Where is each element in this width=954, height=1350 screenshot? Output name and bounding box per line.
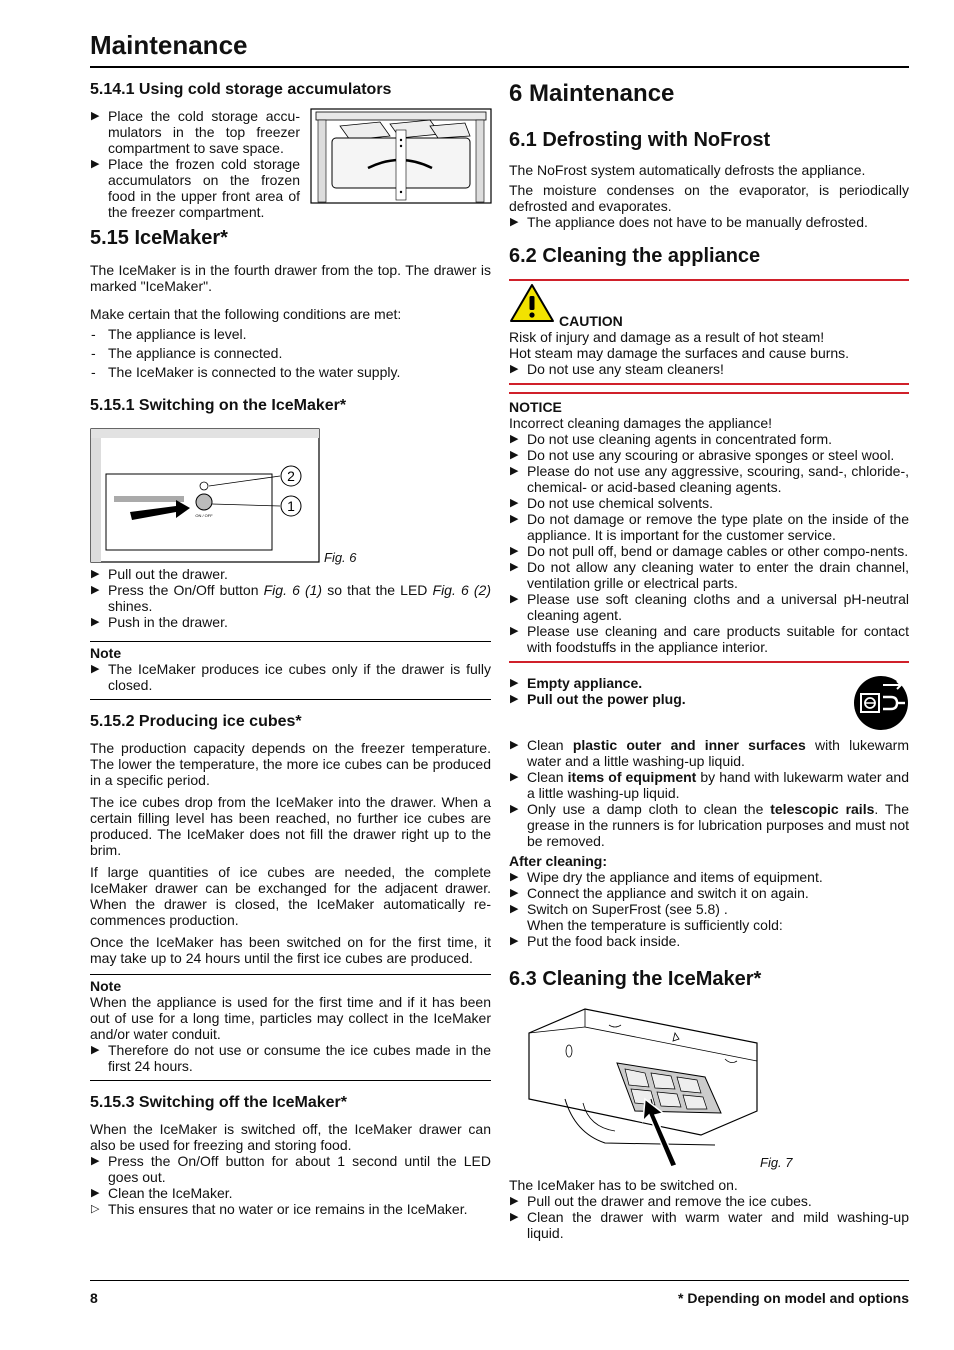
heading-6-3: 6.3 Cleaning the IceMaker*: [509, 968, 762, 990]
bullet-item: ▶ Pull out the drawer.: [90, 566, 491, 582]
right-column: [509, 80, 909, 1241]
bullet-item: ▶ Do not use any steam cleaners!: [509, 361, 909, 377]
left-column: [90, 80, 491, 1217]
heading-6-2: 6.2 Cleaning the appliance: [509, 245, 761, 267]
paragraph: When the appliance is used for the first time and if it has been out of use for a long time, particles may collect in the IceMaker and/or water conduit.: [90, 994, 491, 1042]
caution-header: [509, 283, 909, 329]
bullet-item: ▶ Press the On/Off button Fig. 6 (1) so that the LED Fig. 6 (2) shines.: [90, 582, 491, 614]
bullet-item: ▶ Clean items of equipment by hand with lukewarm water and a little washing-up liquid.: [509, 769, 909, 801]
result-item: ▷ This ensures that no water or ice remains in the IceMaker.: [90, 1201, 491, 1217]
callout-1: 1: [287, 498, 295, 514]
caution-line: Risk of injury and damage as a result of hot steam!: [509, 329, 825, 345]
on-off-button-label: ON / OFF: [195, 513, 213, 518]
note-title: Note: [90, 978, 122, 994]
dash-item: - The appliance is connected.: [90, 345, 491, 361]
bullet-item: ▶ Please use cleaning and care products suitable for contact with foodstuffs in the appliance interior.: [509, 623, 909, 655]
after-cleaning-title: After cleaning:: [509, 853, 608, 869]
dash-item: - The appliance is level.: [90, 326, 491, 342]
bullet-item: ▶ Wipe dry the appliance and items of equipment.: [509, 869, 909, 885]
bullet-item: ▶ Pull out the power plug.: [509, 691, 909, 707]
bullet-item: ▶ Clean plastic outer and inner surfaces with lukewarm water and a little washing-up liquid.: [509, 737, 909, 769]
caution-title: CAUTION: [559, 313, 623, 329]
notice-rule-top: [509, 392, 909, 394]
footer-rule: [90, 1280, 909, 1281]
paragraph: The moisture condenses on the evaporator, is periodically defrosted and evaporates.: [509, 182, 909, 214]
heading-5-14-1: 5.14.1 Using cold storage accumulators: [90, 81, 392, 98]
caution-rule-top: [509, 279, 909, 281]
paragraph: Make certain that the following conditions are met:: [90, 306, 402, 322]
heading-5-15-2: 5.15.2 Producing ice cubes*: [90, 713, 302, 730]
caution-line: Hot steam may damage the surfaces and cause burns.: [509, 345, 850, 361]
note-rule-bottom: [90, 1080, 491, 1081]
bullet-item: ▶ Do not use cleaning agents in concentrated form.: [509, 431, 909, 447]
notice-line: Incorrect cleaning damages the appliance!: [509, 415, 773, 431]
bullet-item: ▶ The IceMaker produces ice cubes only if the drawer is fully closed.: [90, 661, 491, 693]
bullet-item: ▶ Only use a damp cloth to clean the telescopic rails. The grease in the runners is for lubrication purposes and must not be removed.: [509, 801, 909, 849]
accumulator-block: [90, 108, 491, 230]
paragraph: The IceMaker has to be switched on.: [509, 1177, 738, 1193]
icemaker-unit-illustration: [525, 1003, 765, 1171]
title-rule: [90, 66, 909, 68]
caution-rule-bottom: [509, 383, 909, 385]
figure-6: [90, 428, 491, 566]
note-title: Note: [90, 645, 122, 661]
bullet-item: ▶ Do not use any scouring or abrasive sponges or steel wool.: [509, 447, 909, 463]
bullet-item: ▶ Connect the appliance and switch it on again.: [509, 885, 909, 901]
page-number: 8: [90, 1290, 98, 1306]
bullet-item: ▶ Switch on SuperFrost (see 5.8) .: [509, 901, 909, 917]
bullet-item: ▶ Place the cold storage accu-mulators in the top freezer compartment to save space.: [90, 108, 300, 156]
heading-6-1: 6.1 Defrosting with NoFrost: [509, 129, 771, 151]
bullet-item: ▶ Push in the drawer.: [90, 614, 491, 630]
bullet-item: ▶ Empty appliance.: [509, 675, 909, 691]
callout-2: 2: [287, 468, 295, 484]
paragraph: If large quantities of ice cubes are needed, the complete IceMaker drawer can be exchanged for the adjacent drawer. When the drawer is closed, the IceMaker automatically re-commences production.: [90, 864, 491, 928]
bullet-item: ▶ Do not pull off, bend or damage cables or other compo-nents.: [509, 543, 909, 559]
note-rule-top: [90, 641, 491, 642]
bullet-item: ▶ Clean the IceMaker.: [90, 1185, 491, 1201]
warning-triangle-icon: [509, 283, 555, 323]
bullet-item: ▶ Do not damage or remove the type plate on the inside of the appliance. It is important for the customer service.: [509, 511, 909, 543]
bullet-item: ▶ Pull out the drawer and remove the ice cubes.: [509, 1193, 909, 1209]
heading-5-15-3: 5.15.3 Switching off the IceMaker*: [90, 1094, 347, 1111]
paragraph: The IceMaker is in the fourth drawer from the top. The drawer is marked "IceMaker".: [90, 262, 491, 294]
heading-5-15-1: 5.15.1 Switching on the IceMaker*: [90, 397, 347, 414]
bullet-item: ▶ Please use soft cleaning cloths and a universal pH-neutral cleaning agent.: [509, 591, 909, 623]
bullet-item: ▶ Place the frozen cold storage accumulators on the frozen food in the upper front area of the freezer compartment.: [90, 156, 300, 220]
notice-title: NOTICE: [509, 399, 562, 415]
unplug-power-icon: [853, 675, 909, 731]
bullet-item: ▶ Clean the drawer with warm water and mild washing-up liquid.: [509, 1209, 909, 1241]
figure-label: Fig. 6: [324, 550, 357, 565]
bullet-item: ▶ The appliance does not have to be manually defrosted.: [509, 214, 909, 230]
paragraph: The production capacity depends on the freezer temperature. The lower the temperature, the more ice cubes can be produced in a specific period.: [90, 740, 491, 788]
notice-rule-bottom: [509, 661, 909, 663]
bullet-item: ▶ Do not allow any cleaning water to enter the drain channel, ventilation grille or electrical parts.: [509, 559, 909, 591]
note-rule-bottom: [90, 699, 491, 700]
condition-line: When the temperature is sufficiently cold:: [527, 917, 783, 933]
heading-5-15: 5.15 IceMaker*: [90, 227, 228, 249]
bullet-item: ▶ Therefore do not use or consume the ice cubes made in the first 24 hours.: [90, 1042, 491, 1074]
footer-note: * Depending on model and options: [678, 1290, 909, 1306]
bullet-item: ▶ Press the On/Off button for about 1 second until the LED goes out.: [90, 1153, 491, 1185]
paragraph: When the IceMaker is switched off, the IceMaker drawer can also be used for freezing and storing food.: [90, 1121, 491, 1153]
page-title: Maintenance: [90, 30, 248, 60]
bullet-item: ▶ Do not use chemical solvents.: [509, 495, 909, 511]
figure-label: Fig. 7: [760, 1155, 793, 1170]
dash-item: - The IceMaker is connected to the water supply.: [90, 364, 491, 380]
bullet-item: ▶ Put the food back inside.: [509, 933, 909, 949]
freezer-drawer-illustration: [310, 108, 492, 204]
figure-7: [509, 1003, 909, 1173]
preparation-block: [509, 675, 909, 731]
bullet-item: ▶ Please do not use any aggressive, scouring, sand-, chloride-, chemical- or acid-based cleaning agents.: [509, 463, 909, 495]
icemaker-drawer-illustration: [90, 428, 322, 564]
paragraph: The NoFrost system automatically defrosts the appliance.: [509, 162, 866, 178]
note-rule-top: [90, 974, 491, 975]
heading-6: 6 Maintenance: [509, 80, 675, 107]
paragraph: The ice cubes drop from the IceMaker into the drawer. When a certain filling level has been reached, no further ice cubes are produced. The IceMaker does not fill the drawer right up to the brim.: [90, 794, 491, 858]
paragraph: Once the IceMaker has been switched on for the first time, it may take up to 24 hours until the first ice cubes are produced.: [90, 934, 491, 966]
